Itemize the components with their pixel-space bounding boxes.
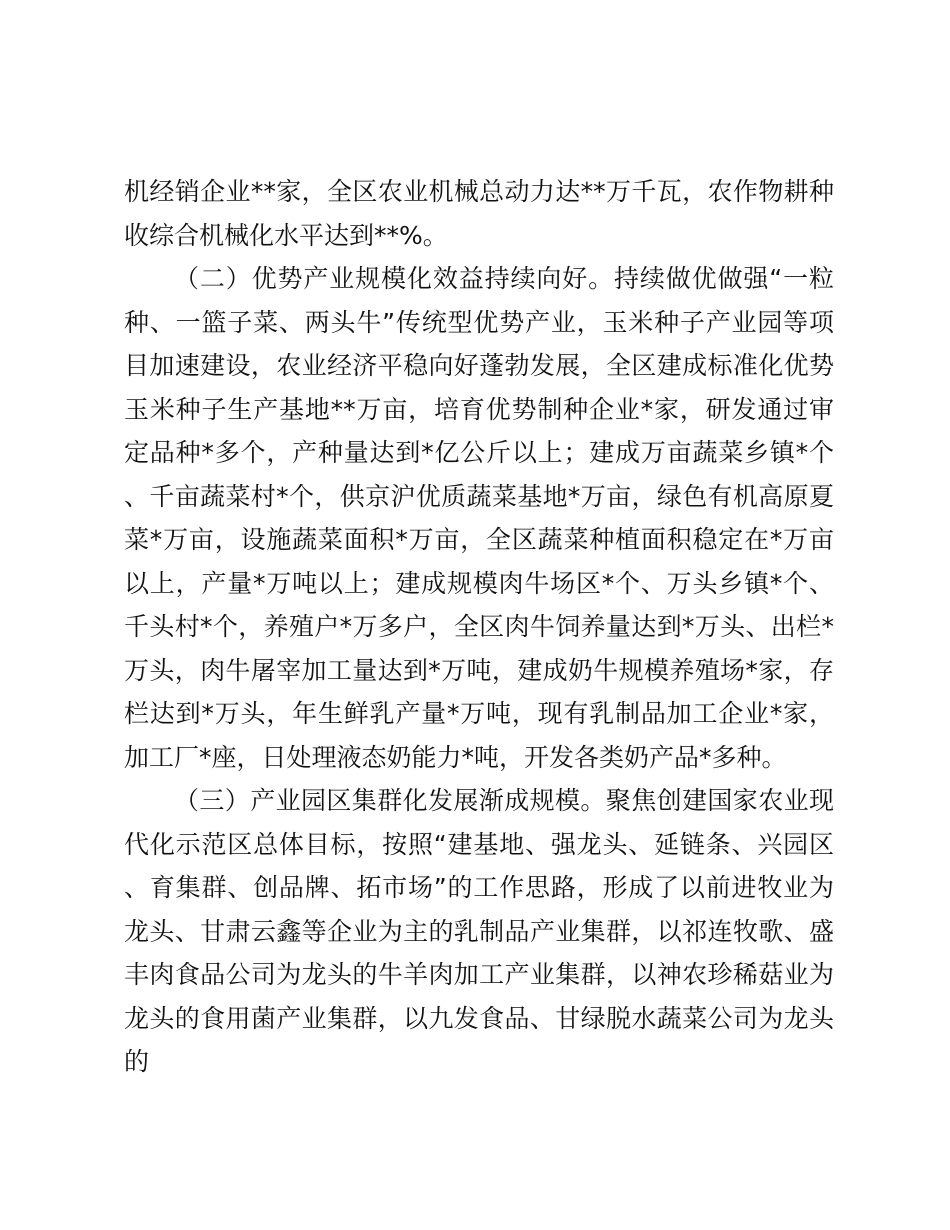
paragraph-continuation: 机经销企业**家，全区农业机械总动力达**万千瓦，农作物耕种收综合机械化水平达到**%。 — [124, 177, 834, 250]
paragraph-section-2: （二）优势产业规模化效益持续向好。持续做优做强“一粒种、一篮子菜、两头牛”传统型优势产业，玉米种子产业园等项目加速建设，农业经济平稳向好蓬勃发展，全区建成标准化优势玉米种子生产基地**万亩，培育优势制种企业*家，研发通过审定品种*多个，产种量达到*亿公斤以上；建成万亩蔬菜乡镇*个、千亩蔬菜村*个，供京沪优质蔬菜基地*万亩，绿色有机高原夏菜*万亩，设施蔬菜面积*万亩，全区蔬菜种植面积稳定在*万亩以上，产量*万吨以上；建成规模肉牛场区*个、万头乡镇*个、千头村*个，养殖户*万多户，全区肉牛饲养量达到*万头、出栏*万头，肉牛屠宰加工量达到*万吨，建成奶牛规模养殖场*家，存栏达到*万头，年生鲜乳产量*万吨，现有乳制品加工企业*家，加工厂*座，日处理液态奶能力*吨，开发各类奶产品*多种。 — [124, 264, 834, 772]
paragraph-section-3: （三）产业园区集群化发展渐成规模。聚焦创建国家农业现代化示范区总体目标，按照“建基地、强龙头、延链条、兴园区、育集群、创品牌、拓市场”的工作思路，形成了以前进牧业为龙头、甘肃云鑫等企业为主的乳制品产业集群，以祁连牧歌、盛丰肉食品公司为龙头的牛羊肉加工产业集群，以神农珍稀菇业为龙头的食用菌产业集群，以九发食品、甘绿脱水蔬菜公司为龙头的 — [124, 786, 834, 1076]
document-body — [124, 170, 834, 1084]
